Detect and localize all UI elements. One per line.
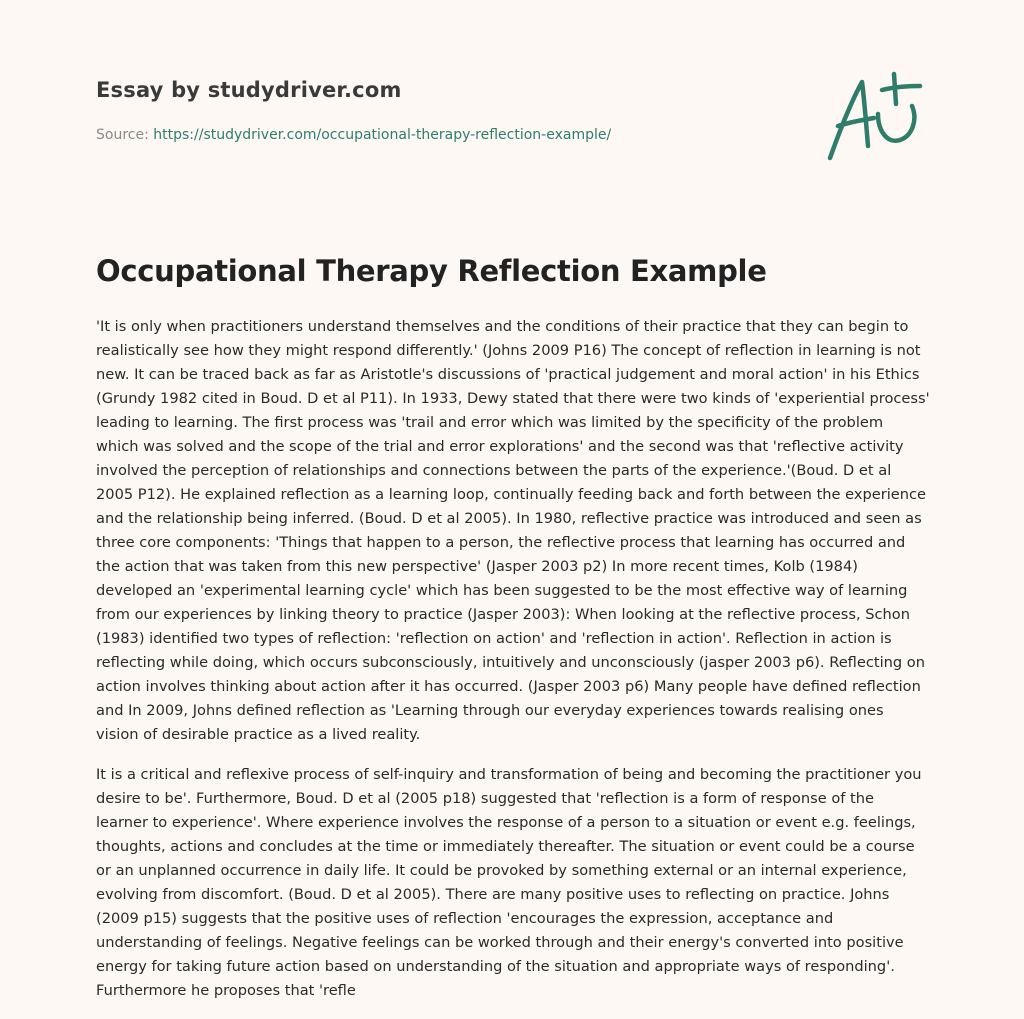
essay-paragraph: 'It is only when practitioners understand themselves and the conditions of their practice that they can begin to realistically see how they might respond differently.' (Johns 2009 P16) The concept of reflection in learning is not new. It can be traced back as far as Aristotle's discussions of 'practical judgement and moral action' in his Ethics (Grundy 1982 cited in Boud. D et al P11). In 1933, Dewy stated that there were two kinds of 'experiential process' leading to learning. The first process was 'trail and error which was limited by the specificity of the problem which was solved and the scope of the trial and error explorations' and the second was that 'reflective activity involved the perception of relationships and connections between the parts of the experience.'(Boud. D et al 2005 P12). He explained reflection as a learning loop, continually feeding back and forth between the experience and the relationship being inferred. (Boud. D et al 2005). In 1980, reflective practice was introduced and seen as three core components: 'Things that happen to a person, the reflective process that learning has occurred and the action that was taken from this new perspective' (Jasper 2003 p2) In more recent times, Kolb (1984) developed an 'experimental learning cycle' which has been suggested to be the most effective way of learning from our experiences by linking theory to practice (Jasper 2003): When looking at the reflective process, Schon (1983) identified two types of reflection: 'reflection on action' and 'reflection in action'. Reflection in action is reflecting while doing, which occurs subconsciously, intuitively and unconsciously (jasper 2003 p6). Reflecting on action involves thinking about action after it has occurred. (Jasper 2003 p6) Many people have defined reflection and In 2009, Johns defined reflection as 'Learning through our everyday experiences towards realising ones vision of desirable practice as a lived reality.: [96, 318, 930, 743]
essay-header: [96, 78, 928, 143]
essay-paragraph: It is a critical and reflexive process of self-inquiry and transformation of being and becoming the practitioner you desire to be'. Furthermore, Boud. D et al (2005 p18) suggested that 'reflection is a form of response of the learner to experience'. Where experience involves the response of a person to a situation or event e.g. feelings, thoughts, actions and concludes at the time or immediately thereafter. The situation or event could be a course or an unplanned occurrence in daily life. It could be provoked by something external or an internal experience, evolving from discomfort. (Boud. D et al 2005). There are many positive uses to reflecting on practice. Johns (2009 p15) suggests that the positive uses of reflection 'encourages the expression, acceptance and understanding of feelings. Negative feelings can be worked through and their energy's converted into positive energy for taking future action based on understanding of the situation and appropriate ways of responding'. Furthermore he proposes that 'refle: [96, 766, 922, 999]
source-line: [96, 127, 928, 143]
brand-title: Essay by studydriver.com: [96, 78, 402, 102]
a-plus-logo-icon: [822, 70, 926, 164]
essay-title: Occupational Therapy Reflection Example: [96, 254, 767, 288]
source-link[interactable]: https://studydriver.com/occupational-therapy-reflection-example/: [153, 127, 612, 143]
source-label: Source:: [96, 127, 149, 143]
essay-body: [96, 315, 930, 1019]
